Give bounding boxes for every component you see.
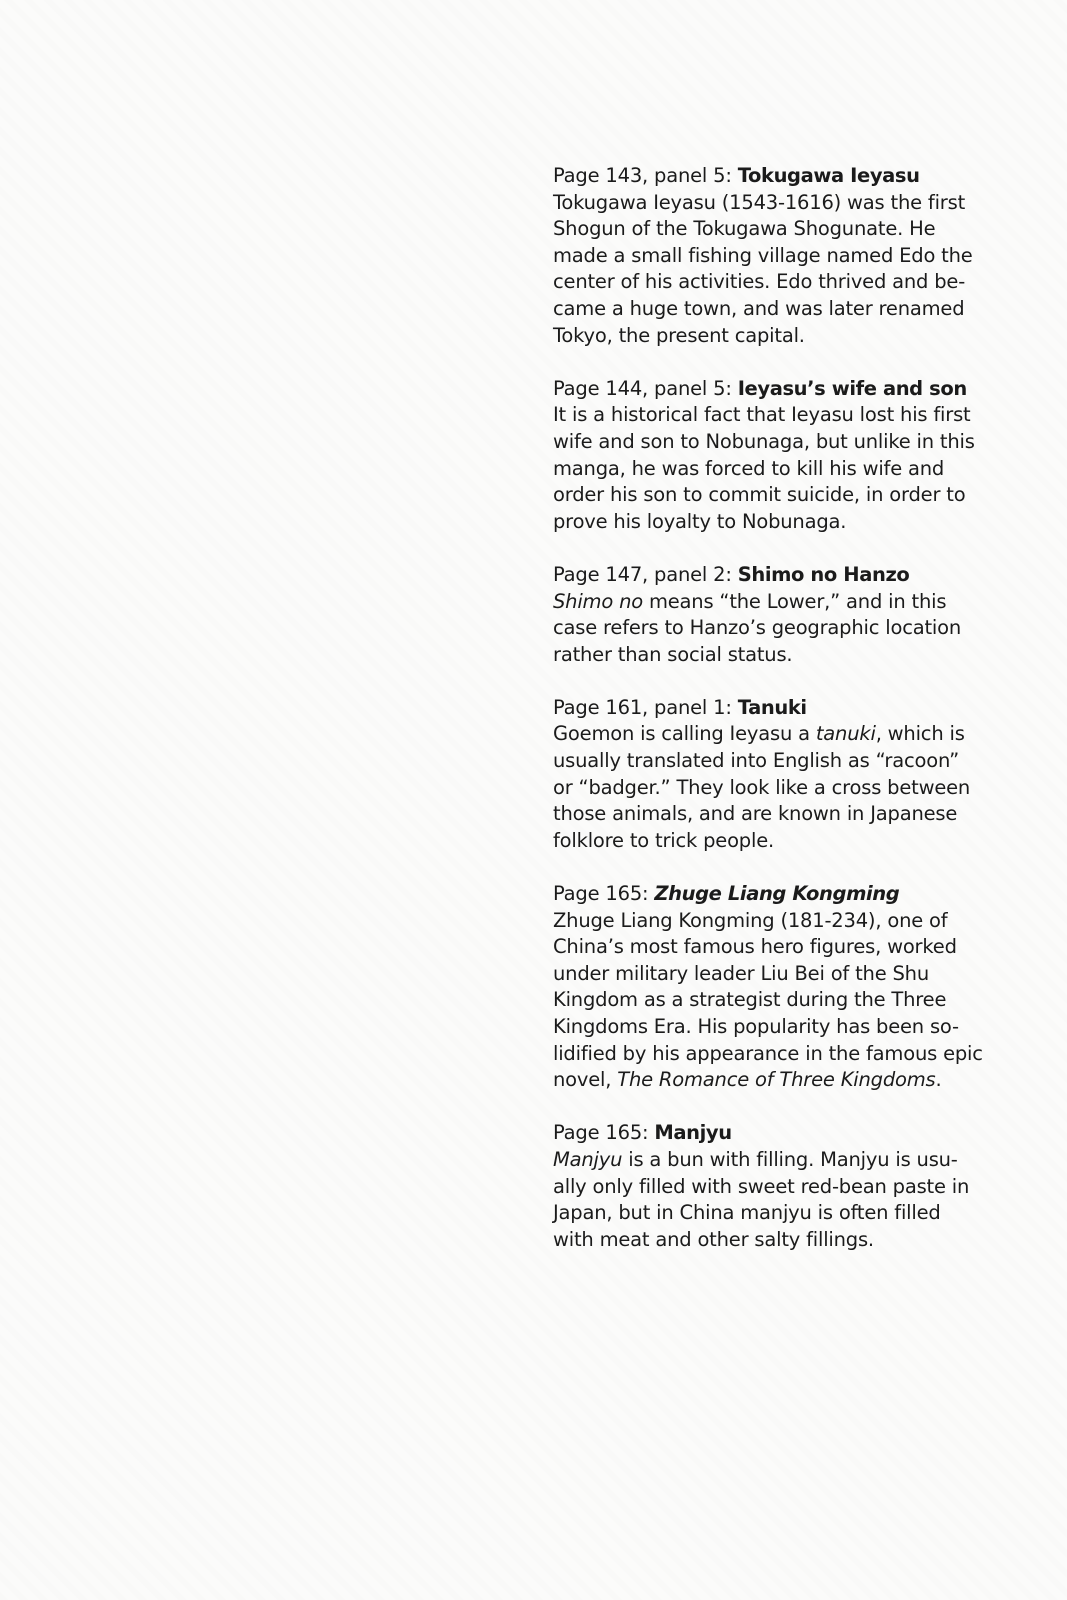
body-text: Kingdoms Era. His popularity has been so- — [553, 1015, 959, 1038]
note-body-line — [553, 402, 973, 429]
body-text: Goemon is calling Ieyasu a — [553, 722, 816, 746]
note-body — [553, 190, 973, 350]
note-body-line — [553, 190, 973, 217]
note-page-ref: Page 161, panel 1: — [553, 695, 732, 719]
body-text: with meat and other salty fillings. — [553, 1227, 874, 1251]
body-text: folklore to trick people. — [553, 828, 775, 852]
body-text: . — [935, 1068, 942, 1092]
note-heading — [553, 1120, 973, 1147]
note-body-line — [553, 987, 973, 1014]
note-body-line — [553, 269, 973, 296]
note-body-line — [553, 828, 973, 855]
body-text: Zhuge Liang Kongming (181-234), one of — [553, 908, 948, 932]
note-title: Manjyu — [654, 1121, 732, 1145]
body-text: novel, — [553, 1068, 618, 1092]
note-body-line — [553, 775, 973, 802]
note-page-ref: Page 143, panel 5: — [553, 164, 732, 187]
note-body-line — [553, 615, 973, 642]
note-shimo-no-hanzo — [553, 562, 973, 668]
note-body — [553, 589, 973, 669]
body-text: rather than social status. — [553, 642, 793, 666]
note-body-line — [553, 482, 973, 509]
body-text: Tokugawa Ieyasu (1543-1616) was the first — [553, 190, 966, 214]
note-body-line — [553, 1200, 973, 1227]
note-heading — [553, 163, 973, 190]
body-text: ally only filled with sweet red-bean paste in — [553, 1174, 970, 1198]
body-text: came a huge town, and was later renamed — [553, 296, 965, 320]
note-body-line — [553, 642, 973, 669]
note-body-line — [553, 1147, 973, 1174]
note-ieyasu-wife-and-son — [553, 376, 973, 536]
note-title: Ieyasu’s wife and son — [737, 376, 967, 400]
body-text: is a bun with filling. Manjyu is usu- — [622, 1147, 958, 1171]
note-manjyu — [553, 1120, 973, 1253]
note-body-line — [553, 908, 973, 935]
body-text: lidified by his appearance in the famous epic — [553, 1041, 983, 1065]
body-text: It is a historical fact that Ieyasu lost his first — [553, 403, 971, 427]
body-text: under military leader Liu Bei of the Shu — [553, 961, 929, 985]
note-body-line — [553, 243, 973, 270]
note-title: Tanuki — [737, 695, 807, 719]
italic-text: Shimo no — [553, 589, 643, 613]
note-body-line — [553, 1227, 973, 1254]
note-page-ref: Page 144, panel 5: — [553, 376, 732, 400]
body-text: case refers to Hanzo’s geographic location — [553, 616, 962, 640]
translation-notes — [553, 163, 983, 1280]
note-page-ref: Page 165: — [553, 882, 649, 906]
note-body-line — [553, 1041, 983, 1068]
note-heading — [553, 881, 973, 908]
italic-text: Manjyu — [553, 1147, 623, 1171]
note-title: Zhuge Liang Kongming — [654, 882, 900, 906]
note-tanuki — [553, 695, 973, 855]
body-text: Kingdom as a strategist during the Three — [553, 988, 947, 1012]
body-text: prove his loyalty to Nobunaga. — [553, 509, 847, 533]
body-text: Shogun of the Tokugawa Shogunate. He — [553, 217, 936, 241]
note-heading — [553, 695, 973, 722]
note-body-line — [553, 216, 973, 243]
note-body-line — [553, 1014, 973, 1041]
note-body — [553, 721, 973, 854]
note-body-line — [553, 1067, 973, 1094]
note-zhuge-liang-kongming — [553, 881, 983, 1094]
body-text: China’s most famous hero figures, worked — [553, 935, 957, 959]
note-heading — [553, 562, 973, 589]
note-body-line — [553, 801, 973, 828]
note-body-line — [553, 589, 973, 616]
note-body-line — [553, 748, 973, 775]
body-text: Japan, but in China manjyu is often filled — [553, 1201, 941, 1225]
body-text: center of his activities. Edo thrived and be- — [553, 270, 966, 294]
body-text: manga, he was forced to kill his wife and — [553, 456, 945, 480]
body-text: order his son to commit suicide, in order to — [553, 483, 966, 507]
italic-text: The Romance of Three Kingdoms — [617, 1068, 936, 1092]
note-body — [553, 402, 973, 535]
note-body-line — [553, 323, 973, 350]
body-text: or “badger.” They look like a cross between — [553, 775, 971, 799]
note-title: Shimo no Hanzo — [737, 562, 910, 586]
body-text: made a small fishing village named Edo the — [553, 243, 973, 267]
note-body-line — [553, 1174, 973, 1201]
note-body — [553, 1147, 973, 1253]
body-text: , which is — [875, 722, 965, 746]
note-body-line — [553, 296, 973, 323]
note-body-line — [553, 934, 973, 961]
note-body-line — [553, 456, 973, 483]
note-body-line — [553, 429, 973, 456]
body-text: usually translated into English as “racoon” — [553, 749, 959, 773]
note-body-line — [553, 721, 973, 748]
body-text: means “the Lower,” and in this — [642, 589, 947, 613]
note-page-ref: Page 147, panel 2: — [553, 562, 732, 586]
body-text: those animals, and are known in Japanese — [553, 802, 958, 826]
body-text: Tokyo, the present capital. — [553, 323, 805, 347]
note-body-line — [553, 961, 973, 988]
note-body — [553, 908, 983, 1094]
note-body-line — [553, 509, 973, 536]
body-text: wife and son to Nobunaga, but unlike in this — [553, 429, 975, 453]
italic-text: tanuki — [815, 722, 876, 746]
note-heading — [553, 376, 973, 403]
note-page-ref: Page 165: — [553, 1121, 649, 1145]
note-tokugawa-ieyasu — [553, 163, 973, 349]
note-title: Tokugawa Ieyasu — [737, 164, 920, 187]
